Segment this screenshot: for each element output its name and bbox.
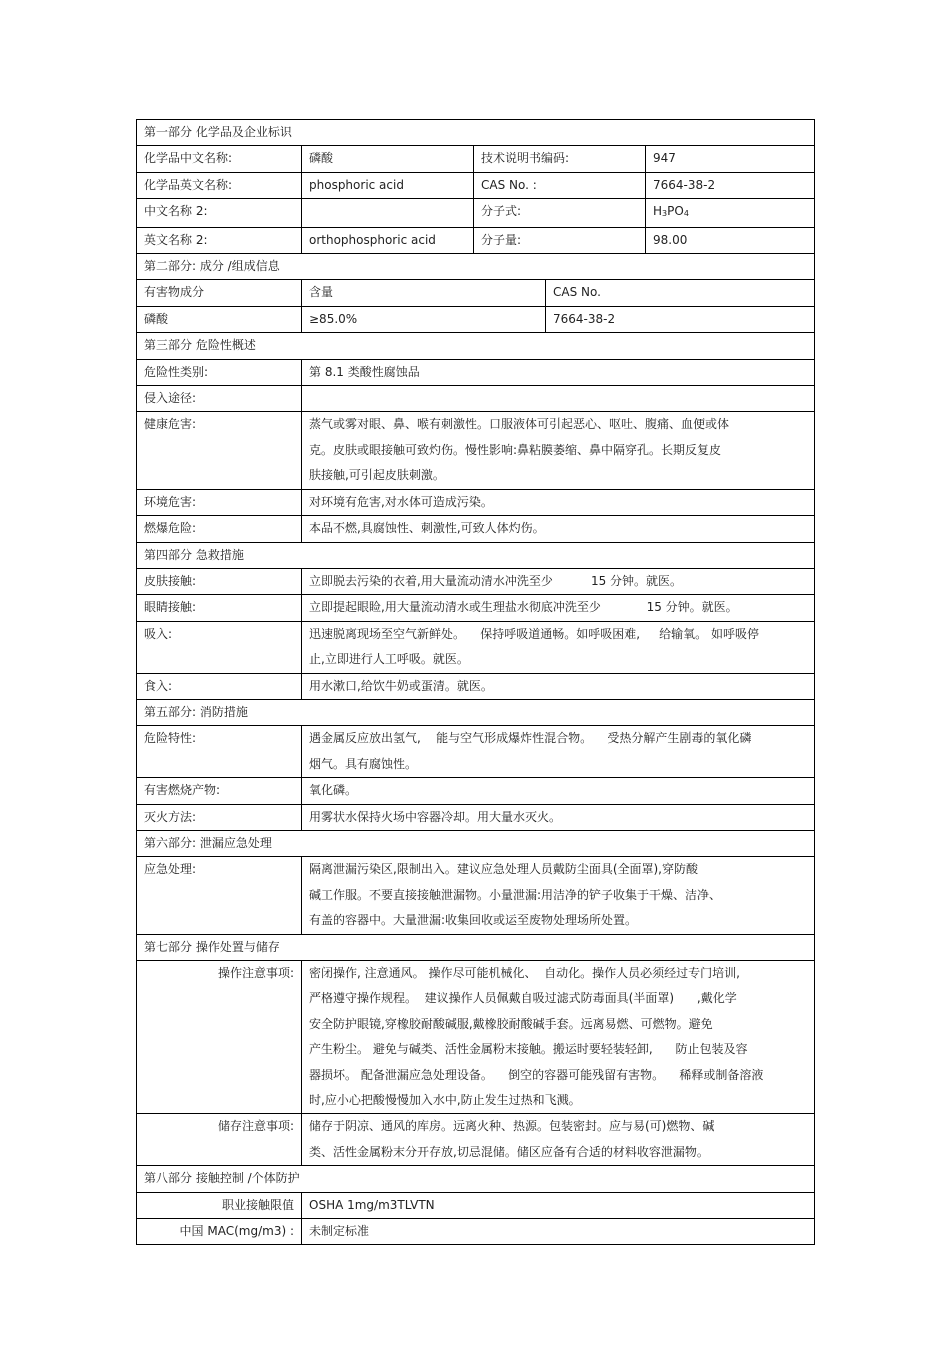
mw-label: 分子量: bbox=[474, 227, 646, 253]
table-row bbox=[137, 961, 815, 1114]
table-row bbox=[137, 1114, 815, 1166]
route-label: 侵入途径: bbox=[137, 386, 302, 412]
table-row bbox=[137, 172, 815, 198]
table-row bbox=[137, 359, 815, 385]
en-name-label: 化学品英文名称: bbox=[137, 172, 302, 198]
table-row bbox=[137, 146, 815, 172]
mw-value: 98.00 bbox=[646, 227, 815, 253]
table-row bbox=[137, 778, 815, 804]
table-row bbox=[137, 489, 815, 515]
combustion-products-label: 有害燃烧产物: bbox=[137, 778, 302, 804]
table-row bbox=[137, 726, 815, 778]
cn-name-value: 磷酸 bbox=[302, 146, 474, 172]
section-title: 第四部分 急救措施 bbox=[137, 542, 815, 568]
hazard-property-label: 危险特性: bbox=[137, 726, 302, 778]
extinguishing-label: 灭火方法: bbox=[137, 804, 302, 830]
ingestion-value: 用水漱口,给饮牛奶或蛋清。就医。 bbox=[302, 673, 815, 699]
inhalation-value: 迅速脱离现场至空气新鲜处。 保持呼吸道通畅。如呼吸困难, 给输氧。 如呼吸停 止,立即进行人工呼吸。就医。 bbox=[302, 621, 815, 673]
en-name2-value: orthophosphoric acid bbox=[302, 227, 474, 253]
cn-name2-label: 中文名称 2: bbox=[137, 199, 302, 227]
ingestion-label: 食入: bbox=[137, 673, 302, 699]
tech-code-label: 技术说明书编码: bbox=[474, 146, 646, 172]
table-row bbox=[137, 386, 815, 412]
table-row bbox=[137, 595, 815, 621]
inhalation-label: 吸入: bbox=[137, 621, 302, 673]
section-title: 第五部分: 消防措施 bbox=[137, 699, 815, 725]
cas-value: 7664-38-2 bbox=[646, 172, 815, 198]
table-row bbox=[137, 804, 815, 830]
env-hazard-label: 环境危害: bbox=[137, 489, 302, 515]
table-row bbox=[137, 280, 815, 306]
en-name2-label: 英文名称 2: bbox=[137, 227, 302, 253]
table-row bbox=[137, 516, 815, 542]
fire-hazard-value: 本品不燃,具腐蚀性、刺激性,可致人体灼伤。 bbox=[302, 516, 815, 542]
section-4-header-row bbox=[137, 542, 815, 568]
combustion-products-value: 氧化磷。 bbox=[302, 778, 815, 804]
table-row bbox=[137, 857, 815, 934]
hazard-property-value: 遇金属反应放出氢气, 能与空气形成爆炸性混合物。 受热分解产生剧毒的氧化磷 烟气。具有腐蚀性。 bbox=[302, 726, 815, 778]
content-value: ≥85.0% bbox=[302, 306, 546, 332]
hazard-category-label: 危险性类别: bbox=[137, 359, 302, 385]
formula-label: 分子式: bbox=[474, 199, 646, 227]
section-title: 第三部分 危险性概述 bbox=[137, 333, 815, 359]
route-value bbox=[302, 386, 815, 412]
section-title: 第七部分 操作处置与储存 bbox=[137, 934, 815, 960]
table-row bbox=[137, 412, 815, 489]
cas-header: CAS No. bbox=[546, 280, 815, 306]
formula-sub-3: 3 bbox=[662, 209, 668, 219]
component-header: 有害物成分 bbox=[137, 280, 302, 306]
formula-h: H bbox=[653, 204, 663, 219]
health-hazard-label: 健康危害: bbox=[137, 412, 302, 489]
en-name-value: phosphoric acid bbox=[302, 172, 474, 198]
storage-value: 储存于阴凉、通风的库房。远离火种、热源。包装密封。应与易(可)燃物、碱 类、活性金属粉末分开存放,切忌混储。储区应备有合适的材料收容泄漏物。 bbox=[302, 1114, 815, 1166]
skin-contact-value: 立即脱去污染的衣着,用大量流动清水冲洗至少 15 分钟。就医。 bbox=[302, 568, 815, 594]
formula-sub-4: 4 bbox=[683, 209, 689, 219]
table-row bbox=[137, 227, 815, 253]
eye-contact-value: 立即提起眼睑,用大量流动清水或生理盐水彻底冲洗至少 15 分钟。就医。 bbox=[302, 595, 815, 621]
section-6-header-row bbox=[137, 830, 815, 856]
section-title: 第八部分 接触控制 /个体防护 bbox=[137, 1166, 815, 1192]
emergency-label: 应急处理: bbox=[137, 857, 302, 934]
formula-po: PO bbox=[667, 204, 684, 219]
table-row bbox=[137, 1192, 815, 1218]
cas-label: CAS No. : bbox=[474, 172, 646, 198]
section-2-header-row bbox=[137, 254, 815, 280]
section-8-header-row bbox=[137, 1166, 815, 1192]
table-row bbox=[137, 306, 815, 332]
oel-label: 职业接触限值 bbox=[137, 1192, 302, 1218]
section-7-header-row bbox=[137, 934, 815, 960]
section-5-header-row bbox=[137, 699, 815, 725]
section-1-header-row bbox=[137, 120, 815, 146]
table-row bbox=[137, 673, 815, 699]
section-3-header-row bbox=[137, 333, 815, 359]
cn-name-label: 化学品中文名称: bbox=[137, 146, 302, 172]
mac-value: 未制定标准 bbox=[302, 1219, 815, 1245]
cn-name2-value bbox=[302, 199, 474, 227]
formula-value bbox=[646, 199, 815, 227]
storage-label: 储存注意事项: bbox=[137, 1114, 302, 1166]
health-hazard-value: 蒸气或雾对眼、鼻、喉有刺激性。口服液体可引起恶心、呕吐、腹痛、血便或体 克。皮肤或眼接触可致灼伤。慢性影响:鼻粘膜萎缩、鼻中隔穿孔。长期反复皮 肤接触,可引起皮肤刺激。 bbox=[302, 412, 815, 489]
handling-value: 密闭操作, 注意通风。 操作尽可能机械化、 自动化。操作人员必须经过专门培训, 严格遵守操作规程。 建议操作人员佩戴自吸过滤式防毒面具(半面罩) ,戴化学 安全防护眼镜,穿橡胶耐酸碱服,戴橡胶耐酸碱手套。远离易燃、可燃物。避免 产生粉尘。 避免与碱类、活性金属粉末接触。搬运时要轻装轻卸, 防止包装及容 器损坏。 配备泄漏应急处理设备。 倒空的容器可能残留有害物。 稀释或制备溶液 时,应小心把酸慢慢加入水中,防止发生过热和飞溅。 bbox=[302, 961, 815, 1114]
table-row bbox=[137, 1219, 815, 1245]
oel-value: OSHA 1mg/m3TLVTN bbox=[302, 1192, 815, 1218]
env-hazard-value: 对环境有危害,对水体可造成污染。 bbox=[302, 489, 815, 515]
handling-label: 操作注意事项: bbox=[137, 961, 302, 1114]
table-row bbox=[137, 621, 815, 673]
fire-hazard-label: 燃爆危险: bbox=[137, 516, 302, 542]
content-header: 含量 bbox=[302, 280, 546, 306]
extinguishing-value: 用雾状水保持火场中容器冷却。用大量水灭火。 bbox=[302, 804, 815, 830]
tech-code-value: 947 bbox=[646, 146, 815, 172]
section-title: 第六部分: 泄漏应急处理 bbox=[137, 830, 815, 856]
skin-contact-label: 皮肤接触: bbox=[137, 568, 302, 594]
eye-contact-label: 眼睛接触: bbox=[137, 595, 302, 621]
section-title: 第一部分 化学品及企业标识 bbox=[137, 120, 815, 146]
table-row bbox=[137, 568, 815, 594]
section-title: 第二部分: 成分 /组成信息 bbox=[137, 254, 815, 280]
emergency-value: 隔离泄漏污染区,限制出入。建议应急处理人员戴防尘面具(全面罩),穿防酸 碱工作服。不要直接接触泄漏物。小量泄漏:用洁净的铲子收集于干燥、洁净、 有盖的容器中。大量泄漏:收集回收或运至废物处理场所处置。 bbox=[302, 857, 815, 934]
table-row bbox=[137, 199, 815, 227]
component-cas-value: 7664-38-2 bbox=[546, 306, 815, 332]
mac-label: 中国 MAC(mg/m3) : bbox=[137, 1219, 302, 1245]
component-value: 磷酸 bbox=[137, 306, 302, 332]
msds-table bbox=[136, 119, 815, 1245]
hazard-category-value: 第 8.1 类酸性腐蚀品 bbox=[302, 359, 815, 385]
